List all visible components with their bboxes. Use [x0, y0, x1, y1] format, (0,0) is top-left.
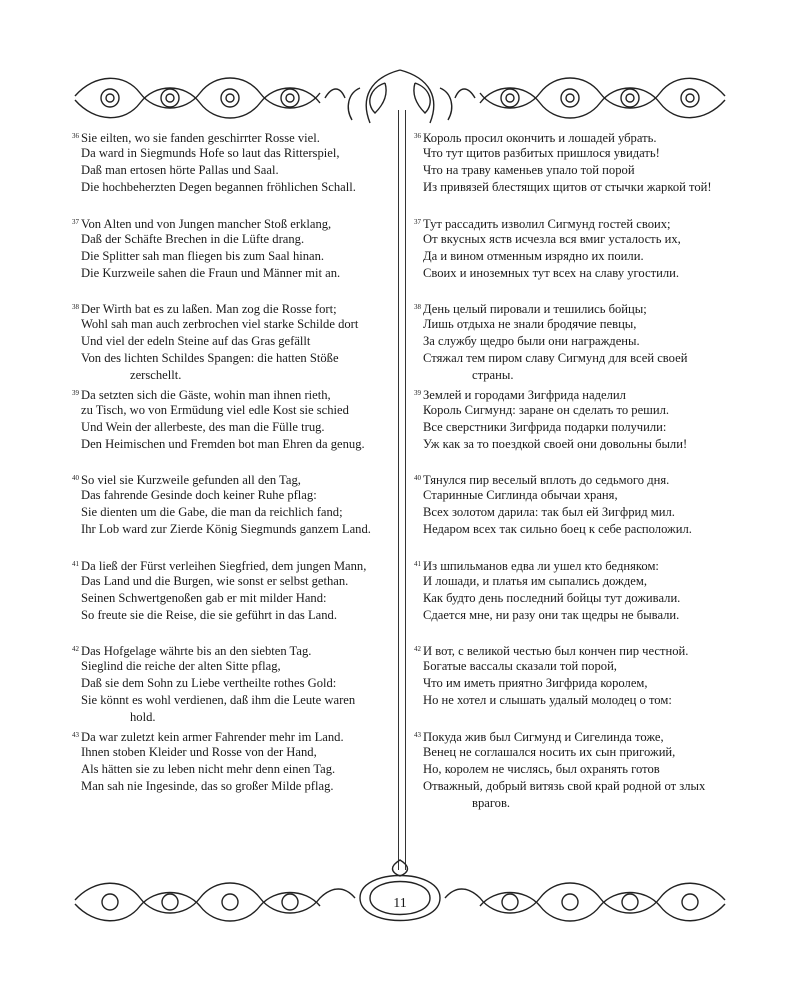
verse-text: Ihnen stoben Kleider und Rosse von der Hand,: [81, 744, 317, 759]
verse-text: Король Сигмунд: заране он сделать то решил.: [423, 402, 670, 417]
stanza: [412, 385, 742, 471]
verse-text: Die Kurzweile sahen die Fraun und Männer mit an.: [81, 265, 341, 280]
verse-line: [412, 231, 742, 248]
column-divider: [398, 110, 406, 870]
verse-text: Да и вином отменным изрядно их поили.: [423, 248, 644, 263]
verse-line: [70, 675, 390, 692]
stanza: [70, 470, 390, 556]
verse-text: Und Wein der allerbeste, des man die Fülle trug.: [81, 419, 325, 434]
verse-text: От вкусных яств исчезла вся вмиг усталость их,: [423, 231, 681, 246]
verse-text: И лошади, и платья им сыпались дождем,: [423, 573, 647, 588]
verse-line: [70, 248, 390, 265]
verse-line: [412, 299, 742, 316]
verse-line: [70, 641, 390, 658]
verse-text: Von des lichten Schildes Spangen: die hatten Stöße: [81, 351, 339, 366]
verse-text: Die Splitter sah man fliegen bis zum Saal hinan.: [81, 248, 325, 263]
verse-text: Отважный, добрый витязь свой край родной от злых: [423, 778, 706, 793]
verse-line: [412, 641, 742, 658]
verse-line: [412, 333, 742, 350]
verse-line: [412, 470, 742, 487]
verse-line: [70, 402, 390, 419]
verse-text: Sie eilten, wo sie fanden geschirrter Rosse viel.: [81, 131, 320, 145]
verse-line: [412, 675, 742, 692]
verse-text: Da ließ der Fürst verleihen Siegfried, dem jungen Mann,: [81, 558, 367, 573]
stanza-number: 43: [72, 730, 79, 739]
verse-text: Богатые вассалы сказали той порой,: [423, 659, 617, 674]
verse-text: Sieglind die reiche der alten Sitte pflag,: [81, 659, 281, 674]
verse-text: Всех золотом дарила: так был ей Зигфрид мил.: [423, 505, 675, 520]
verse-line: [412, 402, 742, 419]
verse-text: Что им иметь приятно Зигфрида королем,: [423, 676, 648, 691]
stanza: [70, 556, 390, 642]
verse-text: За службу щедро были они награждены.: [423, 334, 640, 349]
verse-text: Как будто день последний бойцы тут доживали.: [423, 590, 681, 605]
verse-text: Da war zuletzt kein armer Fahrender mehr im Land.: [81, 729, 344, 744]
verse-text: Ihr Lob ward zur Zierde König Siegmunds ganzem Land.: [81, 522, 371, 537]
verse-text: Man sah nie Ingesinde, das so großer Milde pflag.: [81, 778, 334, 793]
verse-text: Покуда жив был Сигмунд и Сигелинда тоже,: [423, 729, 664, 744]
verse-line: [412, 145, 742, 162]
verse-line-continuation: страны.: [472, 368, 514, 383]
verse-line: [412, 521, 742, 538]
verse-line: [70, 504, 390, 521]
verse-line: [70, 385, 390, 402]
verse-text: Все сверстники Зигфрида подарки получили:: [423, 419, 667, 434]
stanza: [412, 641, 742, 727]
verse-text: Da ward in Siegmunds Hofe so laut das Ritterspiel,: [81, 146, 340, 161]
verse-line: [412, 727, 742, 744]
verse-line: [70, 231, 390, 248]
verse-text: Den Heimischen und Fremden bot man Ehren da genug.: [81, 436, 365, 451]
stanza-number: 41: [414, 559, 421, 568]
verse-line: [412, 248, 742, 265]
verse-text: Король просил окончить и лошадей убрать.: [423, 131, 657, 145]
stanza-number: 38: [72, 303, 79, 311]
stanza: [70, 128, 390, 214]
stanza: [412, 128, 742, 214]
verse-text: Da setzten sich die Gäste, wohin man ihnen rieth,: [81, 387, 331, 402]
verse-line: [70, 333, 390, 350]
verse-text: И вот, с великой честью был кончен пир честной.: [423, 644, 689, 658]
verse-line: [70, 214, 390, 231]
stanza: [70, 214, 390, 300]
stanza: [70, 641, 390, 727]
verse-line: [412, 556, 742, 573]
verse-line: [70, 521, 390, 538]
stanza-number: 41: [72, 559, 79, 568]
verse-line: [412, 607, 742, 624]
verse-line: [70, 692, 390, 709]
verse-line: [412, 487, 742, 504]
verse-text: Своих и иноземных тут всех на славу угостили.: [423, 265, 680, 280]
verse-line: [70, 727, 390, 744]
stanza-number: 39: [414, 388, 421, 397]
stanza: [412, 727, 742, 813]
verse-line: [412, 744, 742, 761]
verse-line: [412, 573, 742, 590]
verse-line-continuation: zerschellt.: [130, 368, 182, 383]
verse-line: [70, 145, 390, 162]
verse-text: День целый пировали и тешились бойцы;: [423, 302, 647, 316]
verse-text: Das fahrende Gesinde doch keiner Ruhe pflag:: [81, 488, 317, 503]
verse-text: Но, королем не числясь, был охранять готов: [423, 761, 660, 776]
verse-line: [412, 179, 742, 196]
verse-text: Что на траву каменьев упало той порой: [423, 163, 635, 178]
verse-text: Венец не соглашался носить их сын пригожий,: [423, 744, 676, 759]
verse-line: [412, 128, 742, 145]
verse-line: [70, 607, 390, 624]
stanza-number: 42: [72, 645, 79, 653]
verse-text: Seinen Schwertgenoßen gab er mit milder Hand:: [81, 590, 327, 605]
verse-line: [70, 350, 390, 367]
verse-text: Недаром всех так сильно боец к себе расположил.: [423, 522, 692, 537]
verse-text: Das Land und die Burgen, wie sonst er selbst gethan.: [81, 573, 349, 588]
verse-text: Уж как за то поездкой своей они довольны были!: [423, 436, 688, 451]
verse-line: [70, 265, 390, 282]
verse-line: [412, 265, 742, 282]
stanza: [412, 470, 742, 556]
verse-line: [412, 350, 742, 367]
russian-text-column: [412, 128, 742, 812]
verse-text: Daß der Schäfte Brechen in die Lüfte drang.: [81, 231, 305, 246]
page-number: 11: [393, 896, 407, 911]
verse-line: [70, 556, 390, 573]
verse-text: Daß man ertosen hörte Pallas und Saal.: [81, 163, 279, 178]
verse-text: Но не хотел и слышать удалый молодец о том:: [423, 693, 672, 708]
verse-line: [70, 128, 390, 145]
verse-line: [70, 744, 390, 761]
stanza: [412, 214, 742, 300]
verse-line: [412, 316, 742, 333]
verse-text: Лишь отдыха не знали бродячие певцы,: [423, 317, 637, 332]
verse-text: Als hätten sie zu leben nicht mehr denn einen Tag.: [81, 761, 336, 776]
stanza: [70, 727, 390, 813]
verse-text: Тут рассадить изволил Сигмунд гостей своих;: [423, 216, 671, 231]
stanza-number: 36: [414, 132, 421, 140]
verse-line: [70, 778, 390, 795]
verse-line: [70, 487, 390, 504]
verse-line: [70, 179, 390, 196]
verse-text: So viel sie Kurzweile gefunden all den Tag,: [81, 473, 301, 487]
stanza-number: 38: [414, 303, 421, 311]
verse-line: [70, 316, 390, 333]
verse-line: [70, 573, 390, 590]
verse-text: Sie dienten um die Gabe, die man da reichlich fand;: [81, 505, 343, 520]
verse-text: Wohl sah man auch zerbrochen viel starke Schilde dort: [81, 317, 359, 332]
verse-text: Und viel der edeln Steine auf das Gras gefällt: [81, 334, 311, 349]
stanza: [70, 385, 390, 471]
stanza-number: 37: [72, 217, 79, 226]
verse-line: [412, 504, 742, 521]
stanza: [412, 556, 742, 642]
stanza-number: 40: [72, 474, 79, 482]
german-text-column: [70, 128, 390, 812]
verse-text: Das Hofgelage währte bis an den siebten Tag.: [81, 644, 312, 658]
verse-text: Сдается мне, ни разу они так щедры не бывали.: [423, 607, 680, 622]
verse-line: [70, 761, 390, 778]
verse-text: Из шпильманов едва ли ушел кто бедняком:: [423, 558, 659, 573]
verse-line: [70, 436, 390, 453]
verse-text: Землей и городами Зигфрида наделил: [423, 387, 626, 402]
verse-text: Стяжал тем пиром славу Сигмунд для всей своей: [423, 351, 688, 366]
verse-text: So freute sie die Reise, die sie geführt in das Land.: [81, 607, 338, 622]
verse-text: Тянулся пир веселый вплоть до седьмого дня.: [423, 473, 670, 487]
stanza-number: 42: [414, 645, 421, 653]
verse-line: [412, 385, 742, 402]
verse-line: [70, 590, 390, 607]
verse-text: Die hochbeherzten Degen begannen fröhlichen Schall.: [81, 180, 356, 195]
verse-text: zu Tisch, wo von Ermüdung viel edle Kost sie schied: [81, 402, 349, 417]
verse-line: [70, 470, 390, 487]
stanza-number: 37: [414, 217, 421, 226]
page-number-box: [380, 884, 420, 924]
verse-text: Старинные Сиглинда обычаи храня,: [423, 488, 618, 503]
verse-line: [70, 162, 390, 179]
verse-line: [412, 761, 742, 778]
verse-text: Из привязей блестящих щитов от стычки жаркой той!: [423, 180, 712, 195]
verse-line: [412, 419, 742, 436]
verse-line: [412, 162, 742, 179]
stanza-number: 43: [414, 730, 421, 739]
verse-line: [412, 214, 742, 231]
verse-line: [412, 778, 742, 795]
verse-line: [70, 419, 390, 436]
verse-text: Sie könnt es wohl verdienen, daß ihm die Leute waren: [81, 693, 356, 708]
verse-line: [70, 658, 390, 675]
verse-text: Der Wirth bat es zu laßen. Man zog die Rosse fort;: [81, 302, 337, 316]
stanza-number: 40: [414, 474, 421, 482]
verse-text: Von Alten und von Jungen mancher Stoß erklang,: [81, 216, 332, 231]
stanza: [412, 299, 742, 385]
verse-line: [412, 590, 742, 607]
verse-text: Daß sie dem Sohn zu Liebe vertheilte rothes Gold:: [81, 676, 337, 691]
verse-text: Что тут щитов разбитых пришлося увидать!: [423, 146, 660, 161]
verse-line: [70, 299, 390, 316]
stanza: [70, 299, 390, 385]
verse-line: [412, 658, 742, 675]
verse-line-continuation: hold.: [130, 710, 156, 725]
stanza-number: 39: [72, 388, 79, 397]
stanza-number: 36: [72, 132, 79, 140]
verse-line: [412, 692, 742, 709]
verse-line: [412, 436, 742, 453]
verse-line-continuation: врагов.: [472, 795, 511, 810]
